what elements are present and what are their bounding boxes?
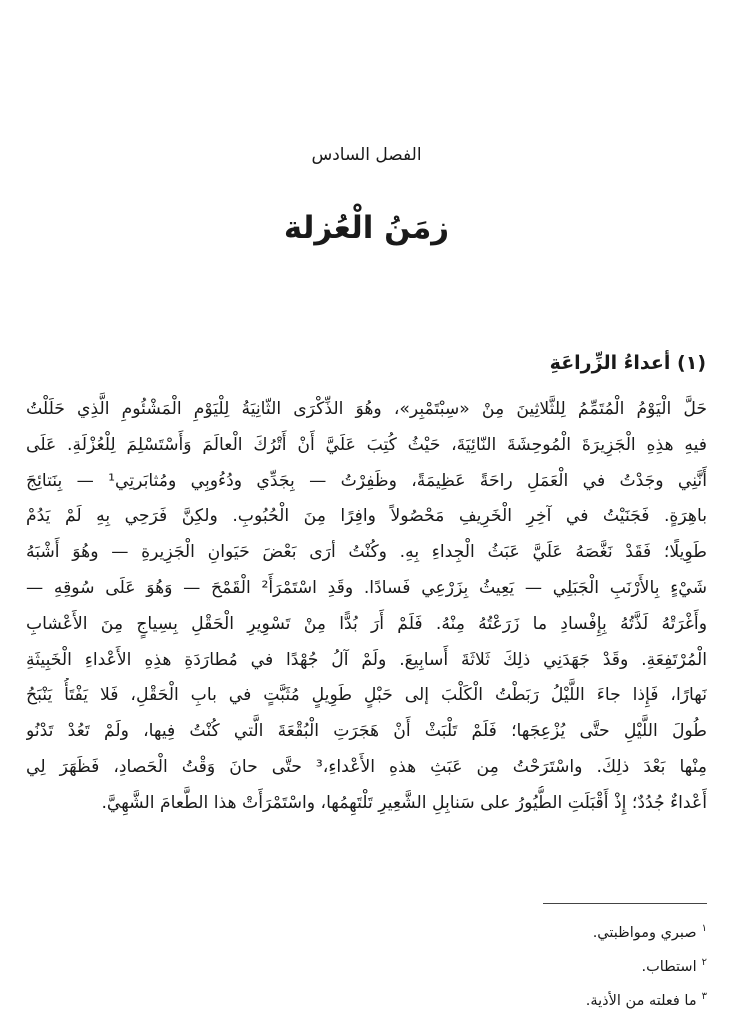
footnote-text: استطاب.	[641, 958, 697, 975]
paragraph-line: الْمُرْتَفِعَةِ. وقَدْ جَهَدَنِي ذلِكَ ثَلاثَةَ أَسابِيعَ. ولَمْ آلُ جُهْدًا في مُطارَدَةِ هذِهِ الأَعْداءِ الْخَبِيثَةِ	[26, 649, 707, 670]
footnote-number: ٢	[701, 956, 707, 968]
footnote	[26, 948, 707, 982]
paragraph-line: نَهارًا، فَإِذا جاءَ اللَّيْلُ رَبَطْتُ الْكَلْبَ إلى حَبْلٍ طَوِيلٍ مُثَبَّتٍ في بابِ الْحَقْلِ، فَلا يَفْتَأُ يَنْبَحُ	[26, 685, 707, 706]
paragraph-line: وأَغْرَتْهُ لَذَّتُهُ بِإِفْسادِ ما زَرَعْتُهُ مِنْهُ. فَلَمْ أَرَ بُدًّا مِنْ تَسْوِيرِ الْحَقْلِ بِسِياجٍ مِنَ الأَعْشابِ	[26, 613, 707, 634]
footnote-number: ٣	[701, 990, 707, 1002]
footnote	[26, 914, 707, 948]
paragraph-line: شَيْءٍ بِالأَرْنَبِ الْجَبَلِي — يَعِيثُ بِزَرْعِي فَسادًا. وقَدِ اسْتَمْرَأَ² الْقَمْحَ — وَهُوَ عَلَى سُوقِهِ —	[26, 577, 707, 598]
paragraph-line: مِنْها بَعْدَ ذلِكَ. واسْتَرَحْتُ مِن عَبَثِ هذهِ الأَعْداءِ،³ حتَّى حانَ وَقْتُ الْحَصادِ، فَظَهَرَ لِي	[26, 756, 707, 777]
paragraph-line: طُولَ اللَّيْلِ حتَّى يُزْعِجَها؛ فَلَمْ تَلْبَثْ أَنْ هَجَرَتِ الْبُقْعَةَ الَّتي كُنْتُ فِيها، ولَمْ تَعُدْ تَدْنُو	[26, 721, 707, 742]
paragraph-line: فيهِ هذِهِ الْجَزِيرَةَ الْمُوحِشَةَ النّائِيَةَ، حَيْثُ كُتِبَ عَلَيَّ أَنْ أَتْرُكَ الْعالَمَ وَأَسْتَسْلِمَ لِلْعُزْلَةِ. عَلَى	[26, 434, 707, 455]
footnote-divider	[543, 903, 707, 904]
footnote-text: صبري ومواظبتي.	[592, 924, 697, 941]
paragraph-line: طَوِيلًا؛ فَقَدْ نَغَّصَهُ عَلَيَّ عَبَثُ الْجِداءِ بِهِ. وكُنْتُ أرَى بَعْضَ حَيَوانِ الْجَزِيرةِ — وهُوَ أَشْبَهُ	[26, 542, 707, 563]
paragraph-line: أَعْداءٌ جُدُدٌ؛ إِذْ أَقْبَلَتِ الطُّيُورُ على سَنابِلِ الشَّعِيرِ تَلْتَهِمُها، واسْتَمْرَأَتْ هذا الطَّعامَ الشَّهِيَّ.	[101, 792, 707, 813]
footnote	[26, 982, 707, 1015]
footnote-text: ما فعلته من الأذية.	[585, 992, 697, 1009]
chapter-label: الفصل السادس	[311, 145, 422, 165]
section-heading: (١) أعداءُ الزِّراعَةِ	[549, 352, 706, 374]
paragraph-line: باهِرَةٍ. فَجَنَيْتُ في آخِرِ الْخَرِيفِ مَحْصُولاً وافِرًا مِنَ الْحُبُوبِ. ولكِنَّ فَرَحِي بِهِ لَمْ يَدُمْ	[26, 506, 707, 527]
paragraph-line: حَلَّ الْيَوْمُ الْمُتَمِّمُ لِلثَّلاثِينَ مِنْ «سِبْتَمْبِر»، وهُوَ الذِّكْرَى الثّانِيَةُ لِلْيَوْمِ الْمَشْئُومِ الَّذِي حَلَلْتُ	[26, 399, 707, 419]
paragraph	[26, 392, 707, 822]
paragraph-line: أَنَّنِي وجَدْتُ في الْعَمَلِ راحَةً عَظِيمَةً، وظَفِرْتُ — بِجَدِّي ودُءُوبِي ومُثابَرتِي¹ — بِنَتائِجَ	[26, 470, 707, 491]
chapter-title: زمَنُ الْعُزلة	[283, 210, 450, 246]
footnote-number: ١	[701, 923, 707, 934]
